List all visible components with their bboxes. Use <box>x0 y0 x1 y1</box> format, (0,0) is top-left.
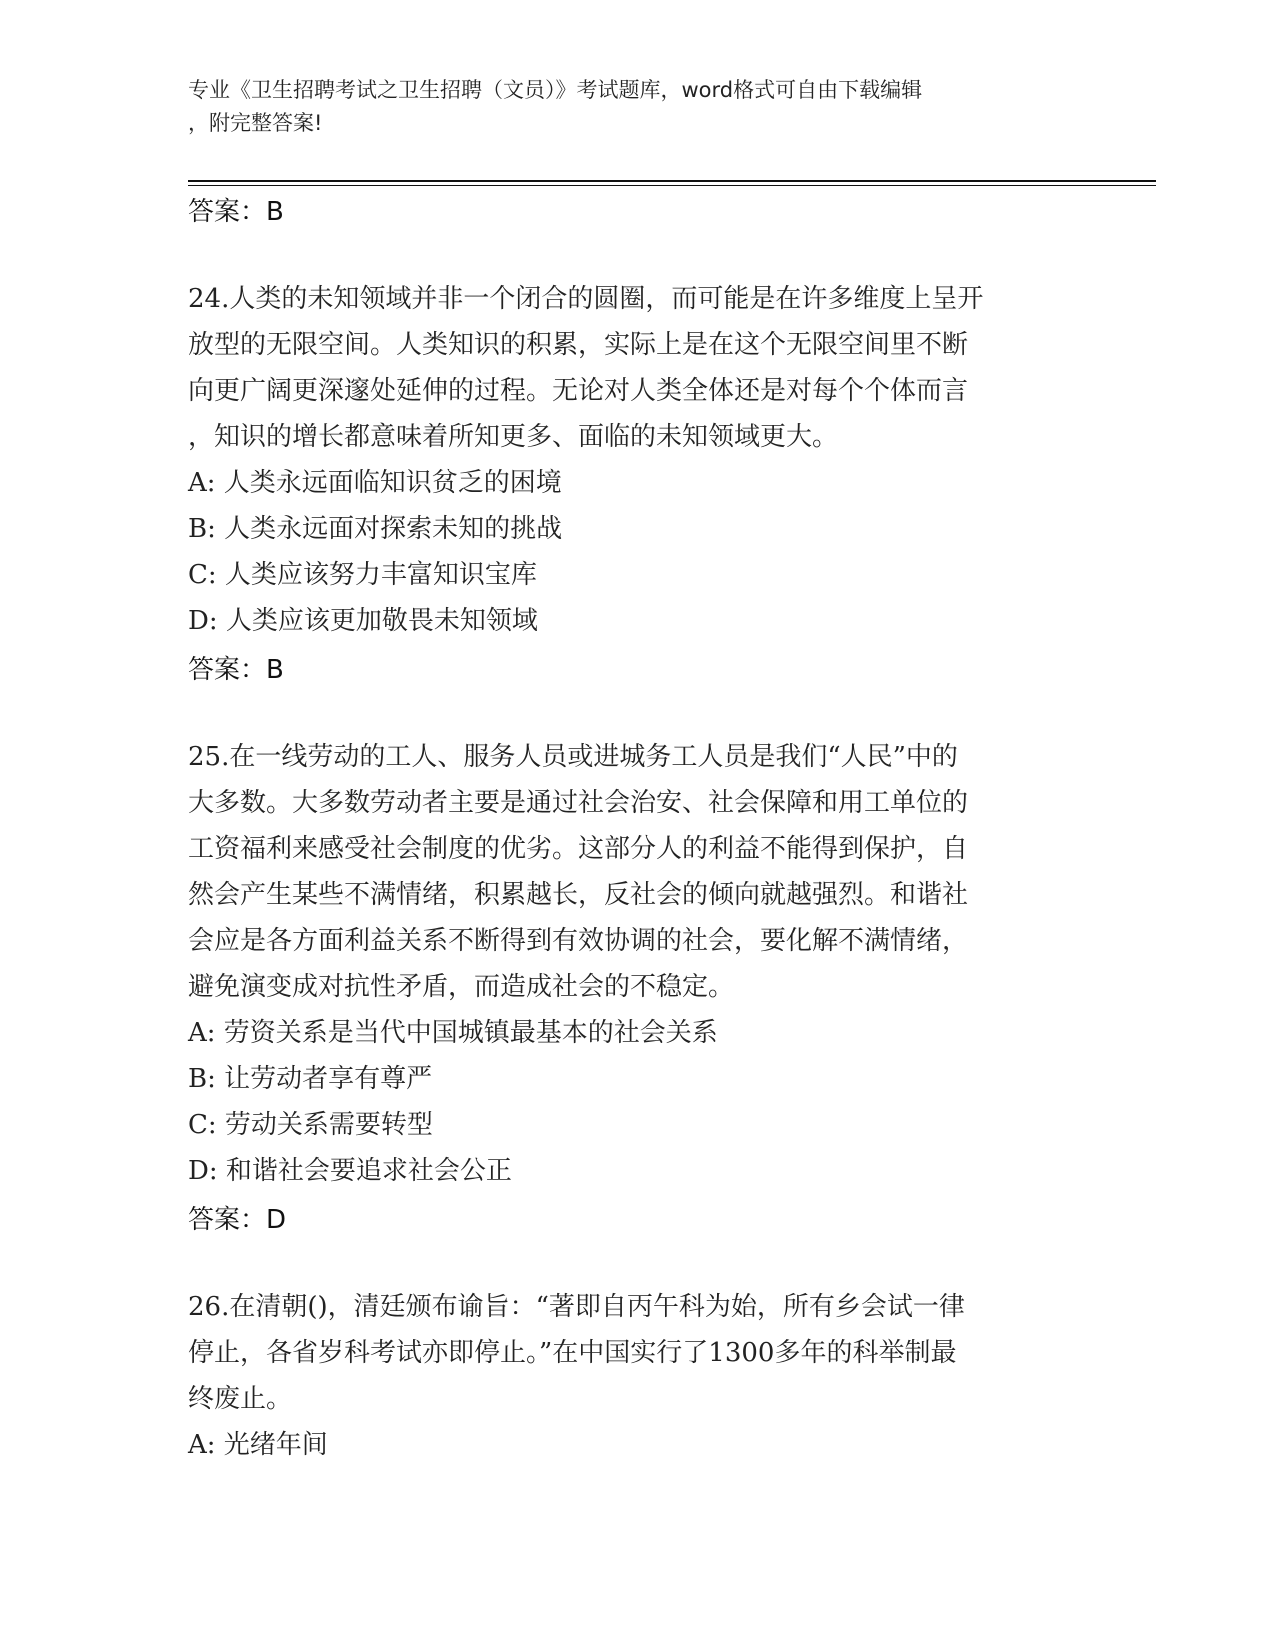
stem-line: 终废止。 <box>188 1384 293 1414</box>
option-d: D: 人类应该更加敬畏未知领域 <box>188 606 538 636</box>
header-line-1: 专业《卫生招聘考试之卫生招聘（文员）》考试题库，word格式可自由下载编辑 <box>188 78 923 102</box>
question-25 <box>188 734 1088 1240</box>
question-24 <box>188 276 1088 690</box>
option-a: A: 光绪年间 <box>188 1430 328 1460</box>
stem-line: 会应是各方面利益关系不断得到有效协调的社会，要化解不满情绪， <box>188 926 969 956</box>
stem-line: 25.在一线劳动的工人、服务人员或进城务工人员是我们“人民”中的 <box>188 742 958 772</box>
question-stem <box>188 1284 1088 1422</box>
option-b: B: 让劳动者享有尊严 <box>188 1064 433 1094</box>
stem-line: 26.在清朝()，清廷颁布谕旨：“著即自丙午科为始，所有乡会试一律 <box>188 1292 965 1322</box>
question-stem <box>188 276 1088 460</box>
header-rule-thick <box>188 180 1156 182</box>
option-b: B: 人类永远面对探索未知的挑战 <box>188 514 563 544</box>
question-stem <box>188 734 1088 1010</box>
option-a: A: 人类永远面临知识贫乏的困境 <box>188 468 562 498</box>
page-content <box>188 186 1088 1468</box>
stem-line: 放型的无限空间。人类知识的积累，实际上是在这个无限空间里不断 <box>188 330 969 360</box>
stem-line: 停止，各省岁科考试亦即停止。”在中国实行了1300多年的科举制最 <box>188 1338 957 1368</box>
answer-line: 答案：B <box>188 655 284 685</box>
stem-line: 避免演变成对抗性矛盾，而造成社会的不稳定。 <box>188 972 735 1002</box>
stem-line: 大多数。大多数劳动者主要是通过社会治安、社会保障和用工单位的 <box>188 788 969 818</box>
answer-line: 答案：D <box>188 1205 287 1235</box>
stem-line: 然会产生某些不满情绪，积累越长，反社会的倾向就越强烈。和谐社 <box>188 880 969 910</box>
stem-line: 向更广阔更深邃处延伸的过程。无论对人类全体还是对每个个体而言 <box>188 376 969 406</box>
option-c: C: 人类应该努力丰富知识宝库 <box>188 560 537 590</box>
header-line-2: ，附完整答案! <box>188 111 323 135</box>
stem-line: 工资福利来感受社会制度的优劣。这部分人的利益不能得到保护，自 <box>188 834 969 864</box>
option-d: D: 和谐社会要追求社会公正 <box>188 1156 512 1186</box>
option-c: C: 劳动关系需要转型 <box>188 1110 433 1140</box>
stem-line: 24.人类的未知领域并非一个闭合的圆圈，而可能是在许多维度上呈开 <box>188 284 984 314</box>
page-header <box>188 74 1068 140</box>
stem-line: ，知识的增长都意味着所知更多、面临的未知领域更大。 <box>188 422 839 452</box>
previous-answer: 答案：B <box>188 197 284 227</box>
option-a: A: 劳资关系是当代中国城镇最基本的社会关系 <box>188 1018 718 1048</box>
question-26 <box>188 1284 1088 1468</box>
